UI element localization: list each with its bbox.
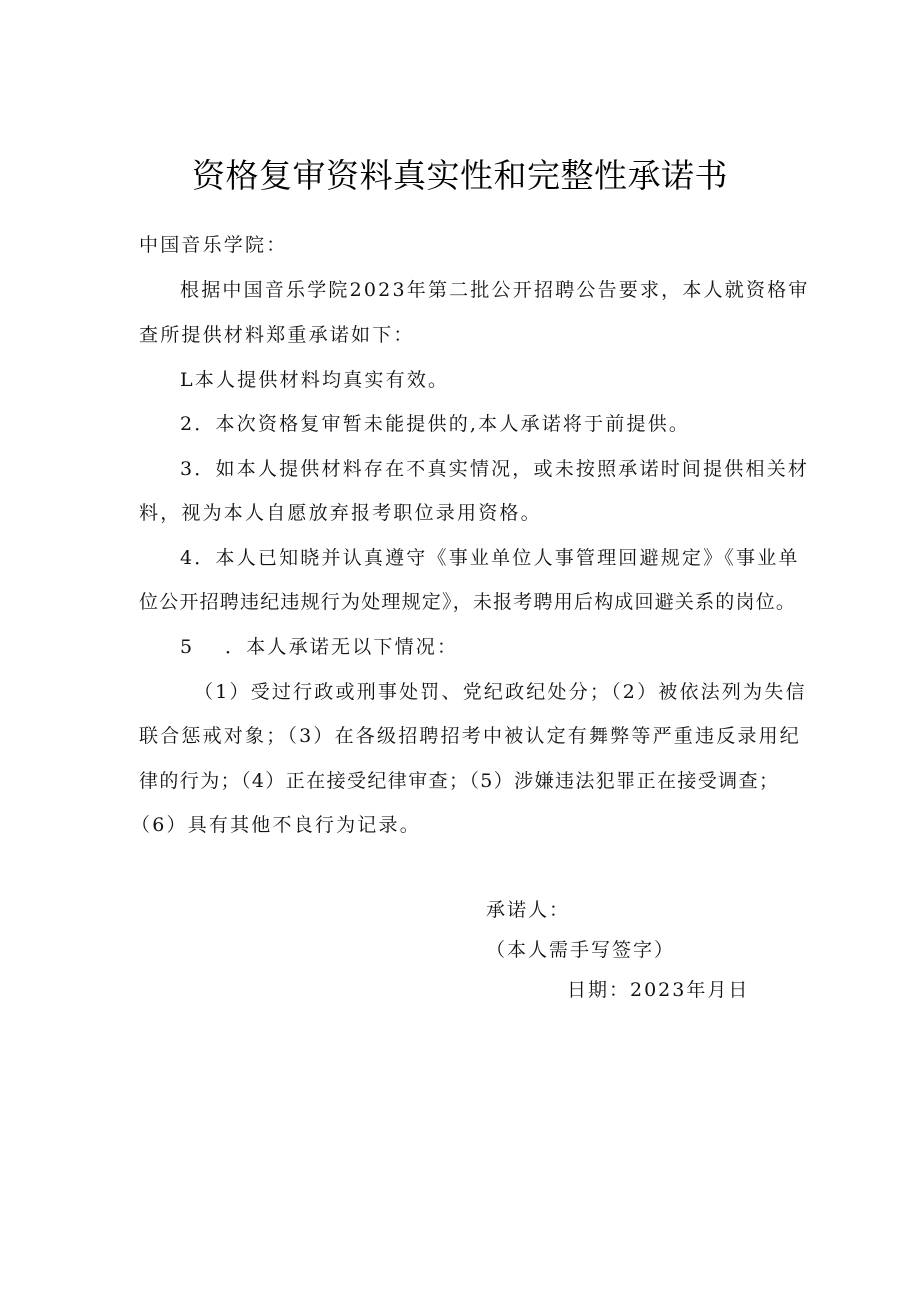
condition-line-1: （1）受过行政或刑事处罚、党纪政纪处分；（2）被依法列为失信: [194, 681, 807, 703]
handwrite-note: （本人需手写签字）: [486, 939, 676, 961]
intro-line-2: 查所提供材料郑重承诺如下：: [139, 324, 415, 346]
promise-item-1: L本人提供材料均真实有效。: [180, 369, 450, 391]
promise-item-4-line-2: 位公开招聘违纪违规行为处理规定》，未报考聘用后构成回避关系的岗位。: [139, 591, 797, 613]
condition-line-2: 联合惩戒对象；（3）在各级招聘招考中被认定有舞弊等严重违反录用纪: [139, 725, 801, 747]
promise-item-4-line-1: 4．本人已知晓并认真遵守《事业单位人事管理回避规定》《事业单: [180, 547, 800, 569]
promise-item-3-line-2: 料，视为本人自愿放弃报考职位录用资格。: [139, 502, 542, 524]
promisor-label: 承诺人：: [486, 899, 571, 921]
intro-line-1: 根据中国音乐学院2023年第二批公开招聘公告要求，本人就资格审: [180, 279, 810, 301]
salutation: 中国音乐学院：: [139, 234, 288, 256]
promise-item-5-text: ．本人承诺无以下情况：: [225, 636, 459, 658]
condition-line-3: 律的行为；（4）正在接受纪律审查；（5）涉嫌违法犯罪正在接受调查；: [139, 770, 780, 792]
promise-item-3-line-1: 3．如本人提供材料存在不真实情况，或未按照承诺时间提供相关材: [180, 458, 810, 480]
document-title: 资格复审资料真实性和完整性承诺书: [192, 156, 728, 195]
promise-item-5-number: 5: [180, 636, 195, 658]
condition-line-4: （6）具有其他不良行为记录。: [131, 814, 421, 836]
promise-item-2: 2．本次资格复审暂未能提供的,本人承诺将于前提供。: [180, 413, 691, 435]
date-label: 日期：2023年月日: [567, 979, 750, 1001]
